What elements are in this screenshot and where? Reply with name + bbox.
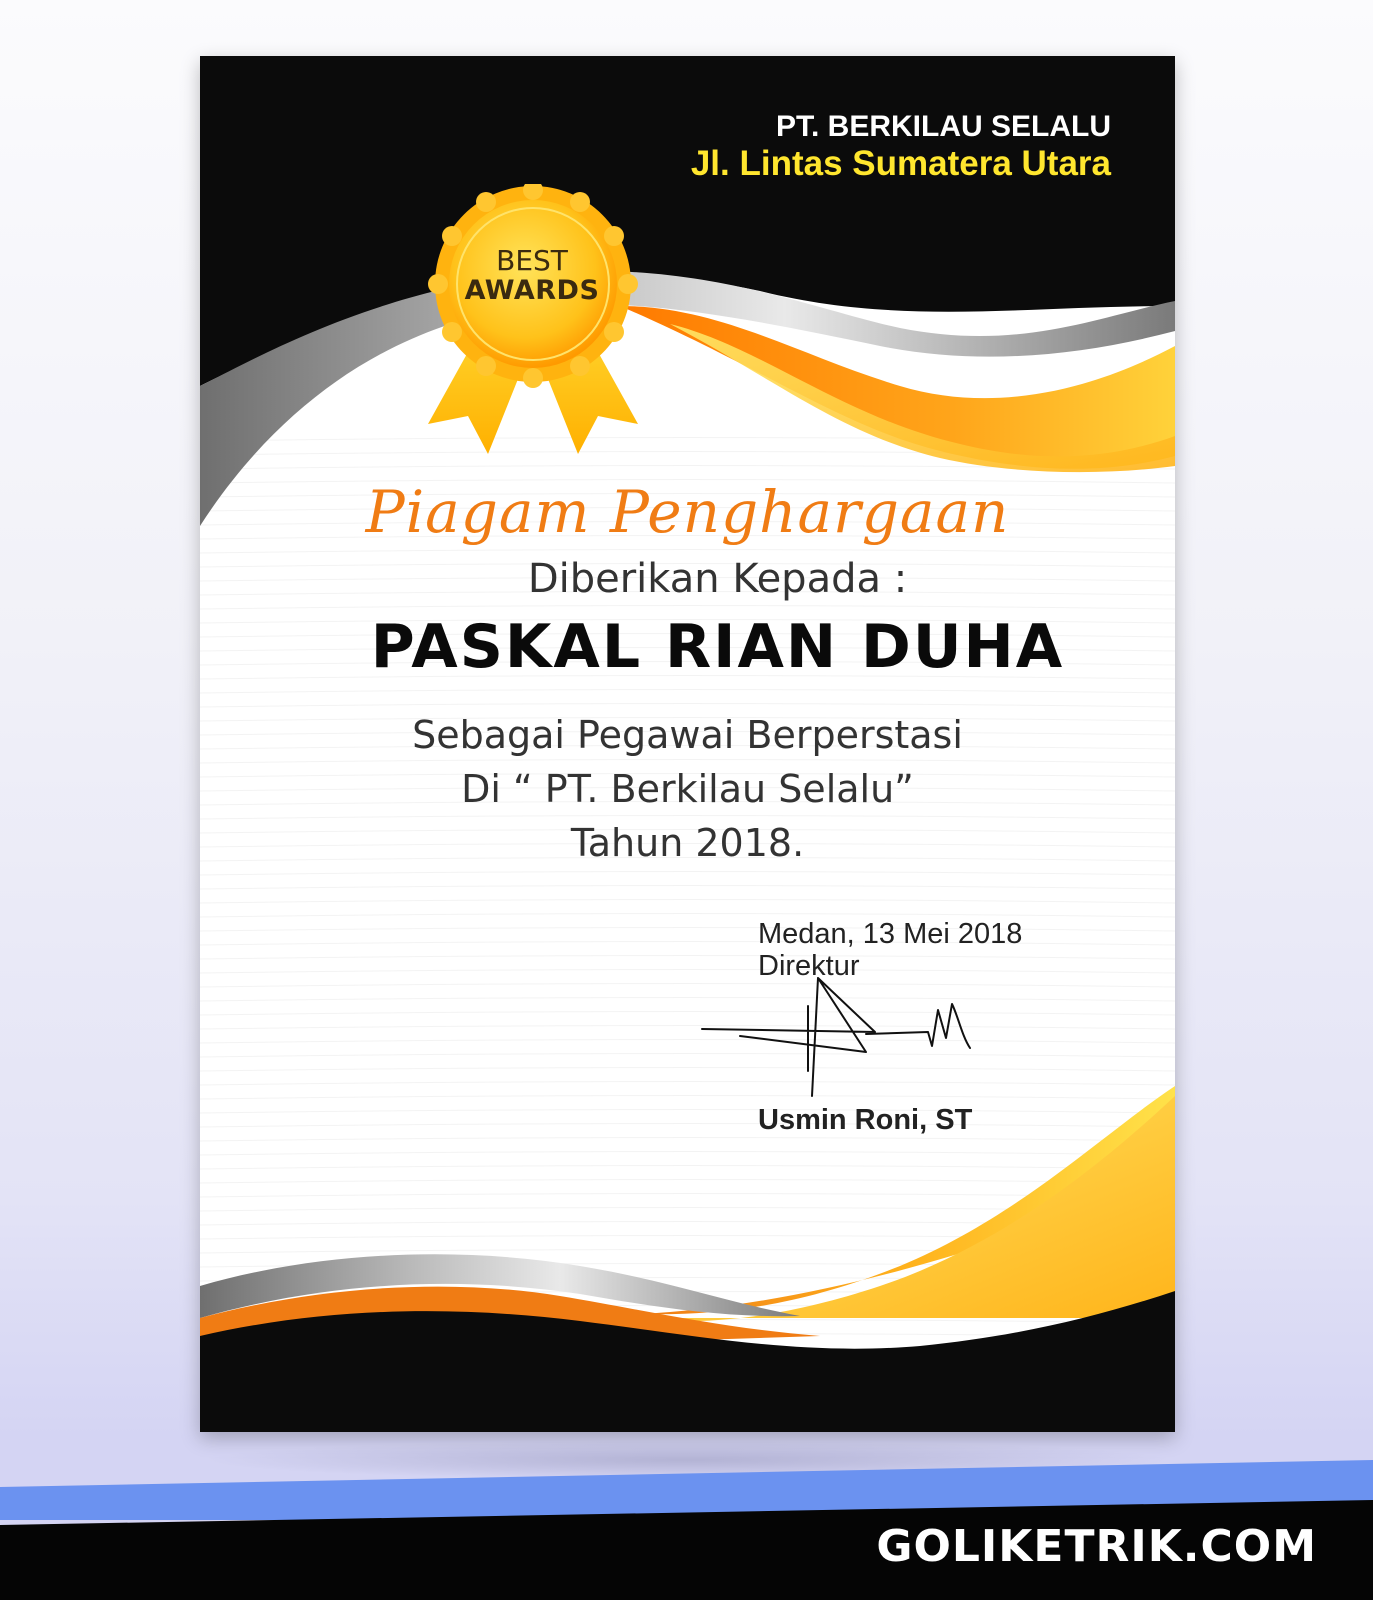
description-line: Tahun 2018. bbox=[570, 821, 805, 865]
description-line: Di “ PT. Berkilau Selalu” bbox=[461, 767, 914, 811]
certificate bbox=[200, 56, 1175, 1432]
award-badge-text bbox=[418, 246, 646, 306]
signature-block bbox=[758, 918, 1138, 982]
badge-line-2: AWARDS bbox=[464, 275, 600, 306]
certificate-title: Piagam Penghargaan bbox=[365, 478, 1010, 546]
recipient-name: PASKAL RIAN DUHA bbox=[370, 612, 1065, 682]
description-line: Sebagai Pegawai Berperstasi bbox=[412, 713, 963, 757]
badge-line-1: BEST bbox=[496, 244, 568, 277]
signer-role: Direktur bbox=[758, 950, 860, 982]
company-name: PT. BERKILAU SELALU bbox=[775, 110, 1111, 143]
award-rosette-icon bbox=[408, 184, 658, 464]
company-address: Jl. Lintas Sumatera Utara bbox=[690, 144, 1111, 183]
signer-name: Usmin Roni, ST bbox=[758, 1104, 973, 1136]
handwritten-signature bbox=[700, 976, 990, 1116]
company-header bbox=[691, 110, 1111, 184]
place-date: Medan, 13 Mei 2018 bbox=[758, 918, 1023, 950]
certificate-description bbox=[200, 708, 1175, 870]
site-brand: GOLIKETRIK.COM bbox=[876, 1521, 1317, 1572]
given-to-label: Diberikan Kepada : bbox=[527, 556, 908, 602]
